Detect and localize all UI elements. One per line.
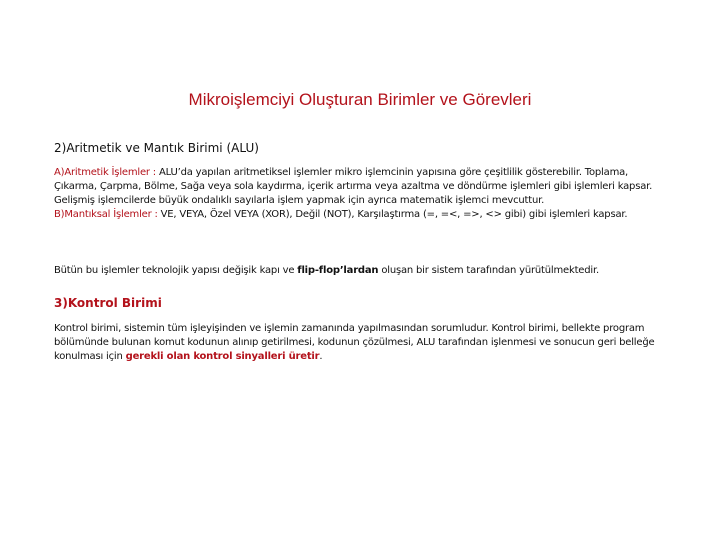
- flip-before-text: Bütün bu işlemler teknolojik yapısı değişik kapı ve: [54, 265, 298, 276]
- control-description: [54, 322, 664, 364]
- control-text-after: .: [319, 351, 323, 362]
- alu-description: [54, 166, 664, 222]
- logic-prefix: B)Mantıksal İşlemler :: [54, 209, 161, 220]
- control-text-before: Kontrol birimi, sistemin tüm işleyişinden ve işlemin zamanında yapılmasından sorumludur. Kontrol birimi, bellekte program bölümünde bulunan komut kodunun alınıp getirilmesi, kodunun çözülmesi, ALU tarafından işlenmesi ve sonucun geri belleğe konulması için: [54, 323, 655, 362]
- page-title: Mikroişlemciyi Oluşturan Birimler ve Görevleri: [188, 90, 532, 109]
- control-signals-bold: gerekli olan kontrol sinyalleri üretir: [125, 351, 320, 362]
- alu-section-heading: 2)Aritmetik ve Mantık Birimi (ALU): [54, 141, 259, 155]
- arithmetic-prefix: A)Aritmetik İşlemler :: [54, 167, 159, 178]
- arithmetic-text: ALU’da yapılan aritmetiksel işlemler mikro işlemcinin yapısına göre çeşitlilik gösterebilir. Toplama, Çıkarma, Çarpma, Bölme, Sağa veya sola kaydırma, içerik artırma veya azaltma ve döndürme işlemleri gibi işlemleri kapsar. Gelişmiş işlemcilerde büyük ondalıklı sayılarla işlem yapmak için ayrıca matematik işlemci mevcuttur.: [54, 167, 653, 206]
- flip-flop-paragraph: [54, 264, 664, 278]
- control-section-heading: 3)Kontrol Birimi: [54, 296, 162, 310]
- flip-after-text: oluşan bir sistem tarafından yürütülmektedir.: [378, 265, 599, 276]
- logic-text: VE, VEYA, Özel VEYA (XOR), Değil (NOT), Karşılaştırma (=, =<, =>, <> gibi) gibi işlemleri kapsar.: [160, 209, 628, 220]
- flip-flop-bold: flip-flop’lardan: [297, 265, 379, 276]
